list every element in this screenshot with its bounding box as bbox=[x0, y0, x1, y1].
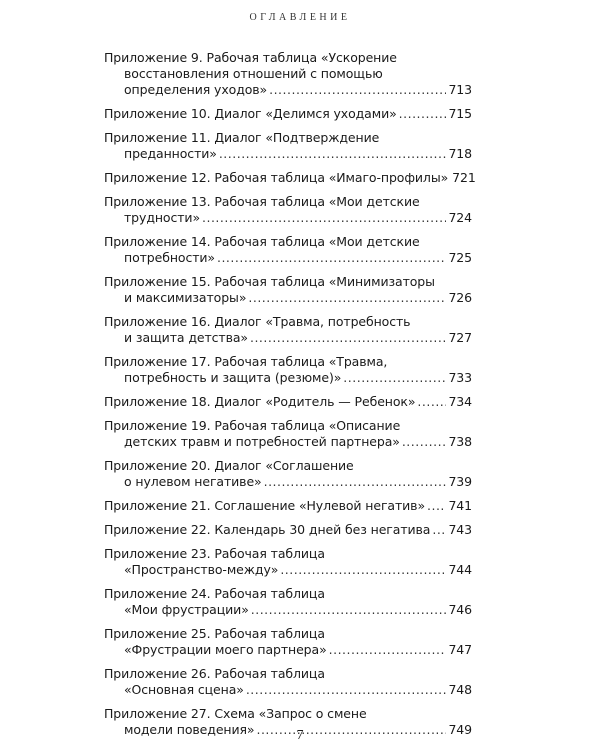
toc-entry bbox=[104, 234, 472, 266]
toc-entry bbox=[104, 130, 472, 162]
toc-entry bbox=[104, 626, 472, 658]
dot-leader bbox=[329, 642, 447, 658]
running-header: ОГЛАВЛЕНИЕ bbox=[249, 12, 351, 23]
toc-entry-last-line bbox=[104, 82, 472, 98]
dot-leader bbox=[269, 82, 446, 98]
toc-entry-last-line bbox=[104, 562, 472, 578]
toc-entry-title-line: «Фрустрации моего партнера» bbox=[124, 642, 327, 657]
toc-page-number: 718 bbox=[448, 146, 472, 161]
toc-entry bbox=[104, 394, 472, 410]
toc-entry-last-line bbox=[104, 250, 472, 266]
toc-entry-title-line: Приложение 27. Схема «Запрос о смене bbox=[104, 706, 367, 721]
toc-entry-title-line: модели поведения» bbox=[124, 722, 255, 737]
dot-leader bbox=[343, 370, 446, 386]
dot-leader bbox=[417, 394, 446, 410]
toc-entry-last-line bbox=[104, 522, 472, 538]
dot-leader bbox=[202, 210, 446, 226]
toc-entry-last-line bbox=[104, 146, 472, 162]
toc-page-number: 743 bbox=[448, 522, 472, 537]
toc-entry-title-line: «Пространство-между» bbox=[124, 562, 279, 577]
toc-entry bbox=[104, 498, 472, 514]
dot-leader bbox=[251, 602, 447, 618]
toc-entry-title-line: потребности» bbox=[124, 250, 215, 265]
toc-page-number: 724 bbox=[448, 210, 472, 225]
toc-page-number: 738 bbox=[448, 434, 472, 449]
toc-entry bbox=[104, 50, 472, 98]
toc-entry-title-line: Приложение 22. Календарь 30 дней без негатива bbox=[104, 522, 431, 537]
dot-leader bbox=[219, 146, 447, 162]
toc-entry-title-line: «Мои фрустрации» bbox=[124, 602, 249, 617]
toc-page-number: 749 bbox=[448, 722, 472, 737]
toc-entry-title-line: и защита детства» bbox=[124, 330, 248, 345]
toc-page-number: 721 bbox=[452, 170, 476, 185]
toc-entry-title-line: Приложение 24. Рабочая таблица bbox=[104, 586, 325, 601]
toc-entry-title-line: Приложение 23. Рабочая таблица bbox=[104, 546, 325, 561]
toc-entry-last-line bbox=[104, 642, 472, 658]
toc-entry bbox=[104, 546, 472, 578]
toc-page-number: 739 bbox=[448, 474, 472, 489]
toc-entry-last-line bbox=[104, 290, 472, 306]
toc-entry-title-line: Приложение 15. Рабочая таблица «Минимизаторы bbox=[104, 274, 435, 289]
dot-leader bbox=[246, 682, 447, 698]
toc-entry bbox=[104, 314, 472, 346]
toc-entry-title-line: Приложение 18. Диалог «Родитель — Ребенок» bbox=[104, 394, 416, 409]
toc-page-number: 715 bbox=[448, 106, 472, 121]
dot-leader bbox=[399, 106, 447, 122]
toc-entry-title-line: Приложение 14. Рабочая таблица «Мои детские bbox=[104, 234, 420, 249]
toc-entry-title-line: Приложение 20. Диалог «Соглашение bbox=[104, 458, 354, 473]
toc-entry-title-line: Приложение 21. Соглашение «Нулевой негатив» bbox=[104, 498, 425, 513]
toc-entry-title-line: Приложение 9. Рабочая таблица «Ускорение bbox=[104, 50, 397, 65]
toc-entry-title-line: Приложение 25. Рабочая таблица bbox=[104, 626, 325, 641]
toc-entry-title-line: Приложение 19. Рабочая таблица «Описание bbox=[104, 418, 401, 433]
dot-leader bbox=[280, 562, 446, 578]
dot-leader bbox=[427, 498, 446, 514]
dot-leader bbox=[402, 434, 447, 450]
toc-entry-last-line bbox=[104, 330, 472, 346]
toc-entry-last-line bbox=[104, 394, 472, 410]
toc-entry-title-line: и максимизаторы» bbox=[124, 290, 247, 305]
toc-entry-title-line: Приложение 11. Диалог «Подтверждение bbox=[104, 130, 380, 145]
toc-entry-last-line bbox=[104, 170, 476, 186]
toc-page-number: 733 bbox=[448, 370, 472, 385]
toc-entry-title-line: Приложение 17. Рабочая таблица «Травма, bbox=[104, 354, 388, 369]
toc-entry-last-line bbox=[104, 498, 472, 514]
toc-page-number: 713 bbox=[448, 82, 472, 97]
toc-entry bbox=[104, 522, 472, 538]
toc-entry-title-line: Приложение 10. Диалог «Делимся уходами» bbox=[104, 106, 397, 121]
toc-entry-title-line: Приложение 12. Рабочая таблица «Имаго-профилы» bbox=[104, 170, 449, 185]
dot-leader bbox=[217, 250, 446, 266]
toc-entry bbox=[104, 274, 472, 306]
toc-entry-last-line bbox=[104, 474, 472, 490]
toc-entry-title-line: «Основная сцена» bbox=[124, 682, 244, 697]
toc-entry-title-line: детских травм и потребностей партнера» bbox=[124, 434, 400, 449]
toc-entry-title-line: Приложение 13. Рабочая таблица «Мои детские bbox=[104, 194, 420, 209]
toc-entry-last-line bbox=[104, 210, 472, 226]
toc-page-number: 741 bbox=[448, 498, 472, 513]
table-of-contents bbox=[104, 50, 476, 746]
toc-entry bbox=[104, 354, 472, 386]
toc-page-number: 746 bbox=[448, 602, 472, 617]
toc-page-number: 725 bbox=[448, 250, 472, 265]
toc-entry-title-line: преданности» bbox=[124, 146, 217, 161]
toc-page-number: 727 bbox=[448, 330, 472, 345]
toc-entry-last-line bbox=[104, 682, 472, 698]
toc-entry-title-line: о нулевом негативе» bbox=[124, 474, 262, 489]
toc-page-number: 747 bbox=[448, 642, 472, 657]
toc-entry-title-line: Приложение 16. Диалог «Травма, потребность bbox=[104, 314, 411, 329]
toc-page-number: 744 bbox=[448, 562, 472, 577]
dot-leader bbox=[248, 290, 446, 306]
toc-entry bbox=[104, 106, 472, 122]
dot-leader bbox=[250, 330, 446, 346]
toc-entry bbox=[104, 170, 476, 186]
toc-entry-title-line: потребность и защита (резюме)» bbox=[124, 370, 342, 385]
toc-page-number: 726 bbox=[448, 290, 472, 305]
toc-entry bbox=[104, 194, 472, 226]
toc-entry-title-line: трудности» bbox=[124, 210, 201, 225]
toc-entry-last-line bbox=[104, 602, 472, 618]
toc-entry bbox=[104, 418, 472, 450]
dot-leader bbox=[432, 522, 446, 538]
toc-page-number: 748 bbox=[448, 682, 472, 697]
toc-entry-last-line bbox=[104, 434, 472, 450]
toc-entry-last-line bbox=[104, 106, 472, 122]
toc-entry-title-line: Приложение 26. Рабочая таблица bbox=[104, 666, 325, 681]
toc-entry bbox=[104, 666, 472, 698]
toc-entry-title-line: восстановления отношений с помощью bbox=[124, 66, 383, 81]
toc-entry bbox=[104, 586, 472, 618]
toc-entry bbox=[104, 458, 472, 490]
page-number: 7 bbox=[296, 728, 304, 743]
toc-entry-last-line bbox=[104, 370, 472, 386]
dot-leader bbox=[264, 474, 447, 490]
toc-entry-title-line: определения уходов» bbox=[124, 82, 268, 97]
toc-page-number: 734 bbox=[448, 394, 472, 409]
